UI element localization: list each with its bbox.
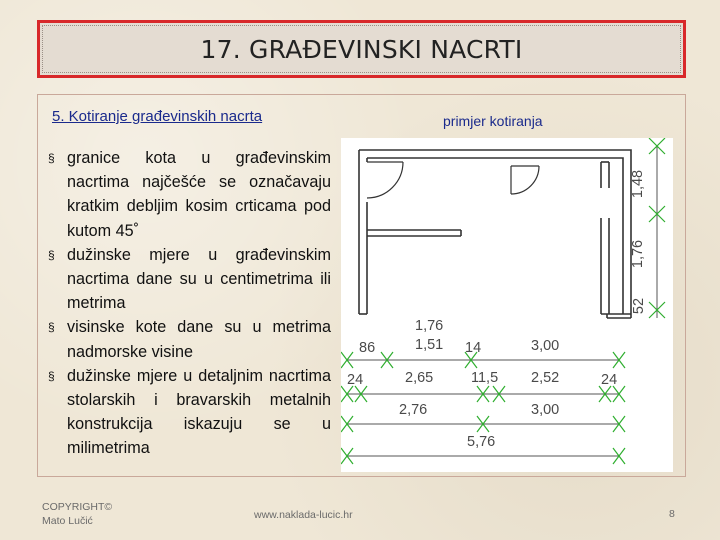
bullet-marker: § [48, 151, 55, 165]
dim-vertical-2: 1,76 [630, 239, 647, 269]
dim-row3-a: 2,76 [399, 402, 428, 418]
dim-row2-a: 24 [347, 372, 364, 388]
door-swings [367, 162, 539, 198]
dim-row1-c: 3,00 [531, 338, 560, 354]
dim-row2-d: 2,52 [531, 370, 560, 386]
bullet-list [48, 146, 331, 461]
title-box [37, 20, 686, 78]
copyright: COPYRIGHT© Mato Lučić [42, 501, 113, 527]
floor-plan-svg [341, 138, 673, 472]
example-label: primjer kotiranja [443, 113, 543, 129]
dim-row1-b: 14 [465, 340, 482, 356]
dimension-ticks [341, 138, 665, 464]
dim-door-height: 1,76 [415, 318, 444, 334]
dim-vertical-1: 1,48 [630, 169, 647, 199]
walls [359, 150, 631, 318]
bullet-item: § granice kota u građevinskim nacrtima najčešće se označavaju kratkim debljim kosim crticama pod kutom 45˚ [48, 146, 331, 243]
partition [367, 230, 461, 236]
page-number: 8 [669, 508, 675, 520]
dim-row2-e: 24 [601, 372, 618, 388]
footer-url: www.naklada-lucic.hr [254, 509, 353, 521]
dim-row2-c: 11,5 [471, 370, 499, 386]
dim-row2-b: 2,65 [405, 370, 434, 386]
dimension-drawing [341, 138, 673, 472]
bullet-item: § dužinske mjere u detaljnim nacrtima stolarskih i bravarskih metalnih konstrukcija iskazuju se u milimetrima [48, 364, 331, 461]
bullet-marker: § [48, 320, 55, 335]
dim-door-width: 1,51 [415, 337, 444, 353]
bullet-marker: § [48, 368, 55, 383]
dimension-lines [347, 146, 657, 456]
dim-vertical-3: 52 [631, 297, 648, 315]
bullet-item: § visinske kote dane su u metrima nadmorske visine [48, 315, 331, 363]
bullet-item: § dužinske mjere u građevinskim nacrtima dane su u centimetrima ili metrima [48, 243, 331, 316]
dim-row3-b: 3,00 [531, 402, 560, 418]
slide-title: 17. GRAĐEVINSKI NACRTI [200, 34, 523, 64]
slide-subtitle: 5. Kotiranje građevinskih nacrta [52, 108, 263, 125]
dim-row1-a: 86 [359, 340, 376, 356]
dim-total: 5,76 [467, 434, 496, 450]
bullet-marker: § [48, 247, 55, 262]
